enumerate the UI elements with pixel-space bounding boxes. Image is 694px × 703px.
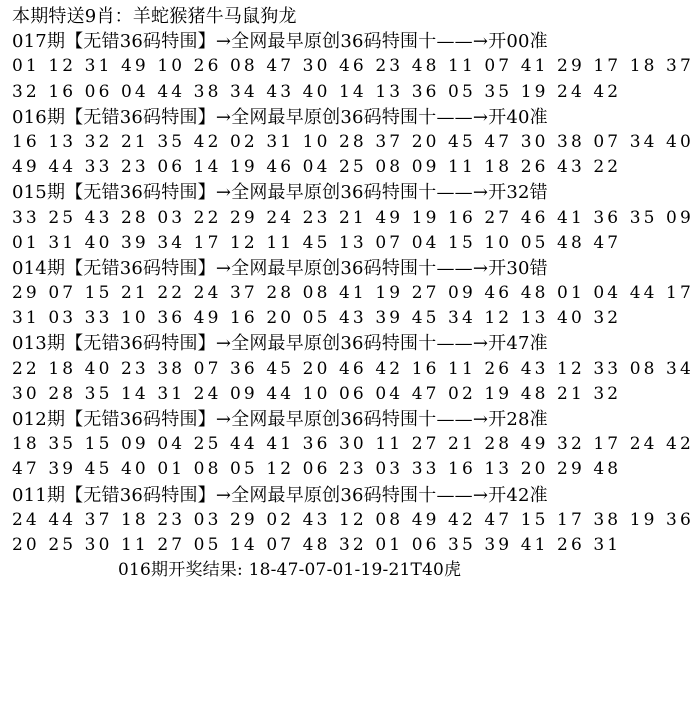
- number-row: 49 44 33 23 06 14 19 46 04 25 08 09 11 18 26 43 22: [12, 157, 622, 178]
- draw-result-footer: 016期开奖结果: 18-47-07-01-19-21T40虎: [118, 560, 462, 581]
- number-row: 22 18 40 23 38 07 36 45 20 46 42 16 11 26 43 12 33 08 34: [12, 358, 694, 379]
- number-row: 24 44 37 18 23 03 29 02 43 12 08 49 42 47 15 17 38 19 36: [12, 509, 694, 530]
- number-row: 01 12 31 49 10 26 08 47 30 46 23 48 11 07 41 29 17 18 37: [12, 56, 694, 77]
- period-block: [12, 180, 694, 256]
- period-title: 012期【无错36码特围】→全网最早原创36码特围十——→开28准: [12, 409, 548, 430]
- number-row: 47 39 45 40 01 08 05 12 06 23 03 33 16 13 20 29 48: [12, 459, 622, 480]
- period-block: [12, 483, 694, 559]
- period-title: 017期【无错36码特围】→全网最早原创36码特围十——→开00准: [12, 31, 548, 53]
- period-block: [12, 407, 694, 483]
- number-row: 32 16 06 04 44 38 34 43 40 14 13 36 05 35 19 24 42: [12, 81, 622, 102]
- number-row: 29 07 15 21 22 24 37 28 08 41 19 27 09 46 48 01 04 44 17: [12, 283, 694, 304]
- number-row: 18 35 15 09 04 25 44 41 36 30 11 27 21 28 49 32 17 24 42: [12, 434, 694, 455]
- period-title: 011期【无错36码特围】→全网最早原创36码特围十——→开42准: [12, 484, 548, 506]
- number-row: 01 31 40 39 34 17 12 11 45 13 07 04 15 10 05 48 47: [12, 232, 622, 253]
- period-block: [12, 331, 694, 407]
- period-title: 015期【无错36码特围】→全网最早原创36码特围十——→开32错: [12, 182, 548, 204]
- number-row: 31 03 33 10 36 49 16 20 05 43 39 45 34 12 13 40 32: [12, 308, 622, 329]
- number-row: 20 25 30 11 27 05 14 07 48 32 01 06 35 39 41 26 31: [12, 534, 622, 555]
- number-row: 16 13 32 21 35 42 02 31 10 28 37 20 45 47 30 38 07 34 40: [12, 131, 694, 152]
- period-title: 013期【无错36码特围】→全网最早原创36码特围十——→开47准: [12, 333, 548, 355]
- period-title: 014期【无错36码特围】→全网最早原创36码特围十——→开30错: [12, 257, 548, 279]
- period-block: [12, 256, 694, 332]
- number-row: 33 25 43 28 03 22 29 24 23 21 49 19 16 27 46 41 36 35 09: [12, 207, 694, 228]
- period-block: [12, 105, 694, 181]
- header-line: 本期特送9肖：羊蛇猴猪牛马鼠狗龙: [12, 6, 297, 27]
- number-row: 30 28 35 14 31 24 09 44 10 06 04 47 02 19 48 21 32: [12, 383, 622, 404]
- period-block: [12, 29, 694, 105]
- period-title: 016期【无错36码特围】→全网最早原创36码特围十——→开40准: [12, 106, 548, 128]
